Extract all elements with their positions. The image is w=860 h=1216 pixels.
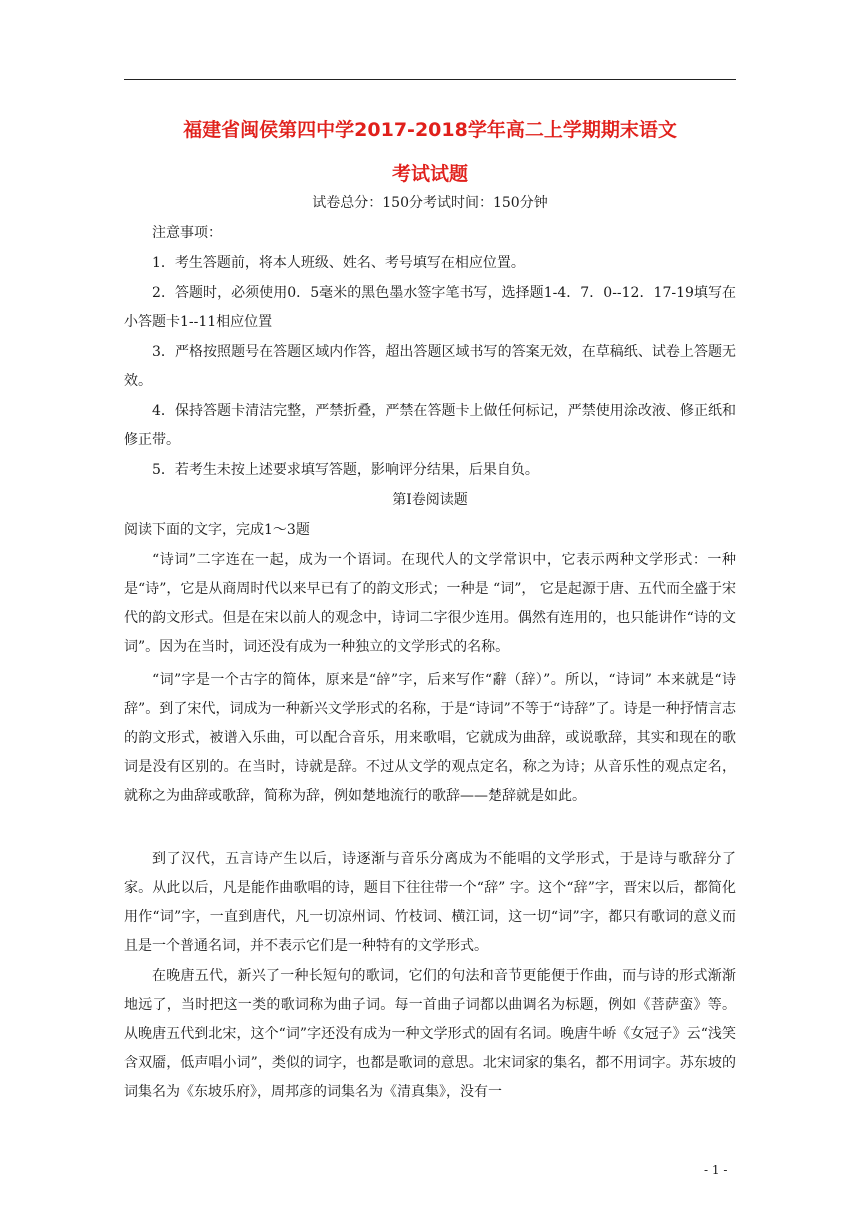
notice-item: 3．严格按照题号在答题区域内作答，超出答题区域书写的答案无效，在草稿纸、试卷上答题无效。 xyxy=(124,344,736,389)
document-title-line-2: 考试试题 xyxy=(391,163,468,185)
notice-item: 5．若考生未按上述要求填写答题，影响评分结果，后果自负。 xyxy=(152,462,539,478)
header-rule xyxy=(124,79,736,80)
passage-paragraph: 到了汉代，五言诗产生以后，诗逐渐与音乐分离成为不能唱的文学形式，于是诗与歌辞分了家。从此以后，凡是能作曲歌唱的诗，题目下往往带一个“辞” 字。这个“辞”字，晋宋以后，都简化用作“词”字，一直到唐代，凡一切凉州词、竹枝词、横江词，这一切“词”字，都只有歌词的意义而且是一个普通名词，并不表示它们是一种特有的文学形式。 xyxy=(124,851,736,954)
exam-info: 试卷总分：150分考试时间：150分钟 xyxy=(312,195,548,211)
document-title-line-1: 福建省闽侯第四中学2017-2018学年高二上学期期末语文 xyxy=(183,119,677,141)
passage-paragraph: “词”字是一个古字的简体，原来是“辝”字，后来写作“辭（辞）”。所以，“诗词” 本来就是“诗辞”。到了宋代，词成为一种新兴文学形式的名称，于是“诗词”不等于“诗辞”了。诗是一种抒情言志的韵文形式，被谱入乐曲，可以配合音乐，用来歌唱，它就成为曲辞，或说歌辞，其实和现在的歌词是没有区别的。在当时，诗就是辞。不过从文学的观点定名，称之为诗；从音乐性的观点定名，就称之为曲辞或歌辞，简称为辞，例如楚地流行的歌辞——楚辞就是如此。 xyxy=(124,672,736,804)
reading-instruction: 阅读下面的文字，完成1～3题 xyxy=(124,522,310,538)
passage-paragraph: 在晚唐五代，新兴了一种长短句的歌词，它们的句法和音节更能便于作曲，而与诗的形式渐渐地远了，当时把这一类的歌词称为曲子词。每一首曲子词都以曲调名为标题，例如《菩萨蛮》等。从晚唐五代到北宋，这个“词”字还没有成为一种文学形式的固有名词。晚唐牛峤《女冠子》云“浅笑含双靥，低声唱小词”，类似的词字，也都是歌词的意思。北宋词家的集名，都不用词字。苏东坡的词集名为《东坡乐府》，周邦彦的词集名为《清真集》，没有一 xyxy=(124,968,736,1100)
notice-item: 2．答题时，必须使用0．5毫米的黑色墨水签字笔书写，选择题1-4．7．0--12．17-19填写在小答题卡1--11相应位置 xyxy=(124,285,736,330)
notice-item: 4．保持答题卡清洁完整，严禁折叠，严禁在答题卡上做任何标记，严禁使用涂改液、修正纸和修正带。 xyxy=(124,403,736,448)
notice-heading: 注意事项： xyxy=(152,225,222,241)
section-title: 第Ⅰ卷阅读题 xyxy=(392,492,468,508)
page-number: - 1 - xyxy=(704,1163,728,1177)
passage-paragraph: “诗词”二字连在一起，成为一个语词。在现代人的文学常识中，它表示两种文学形式：一种是“诗”，它是从商周时代以来早已有了的韵文形式；一种是 “词”， 它是起源于唐、五代而全盛于宋代的韵文形式。但是在宋以前人的观念中，诗词二字很少连用。偶然有连用的，也只能讲作“诗的文词”。因为在当时，词还没有成为一种独立的文学形式的名称。 xyxy=(124,552,736,655)
notice-item: 1．考生答题前，将本人班级、姓名、考号填写在相应位置。 xyxy=(152,255,525,271)
